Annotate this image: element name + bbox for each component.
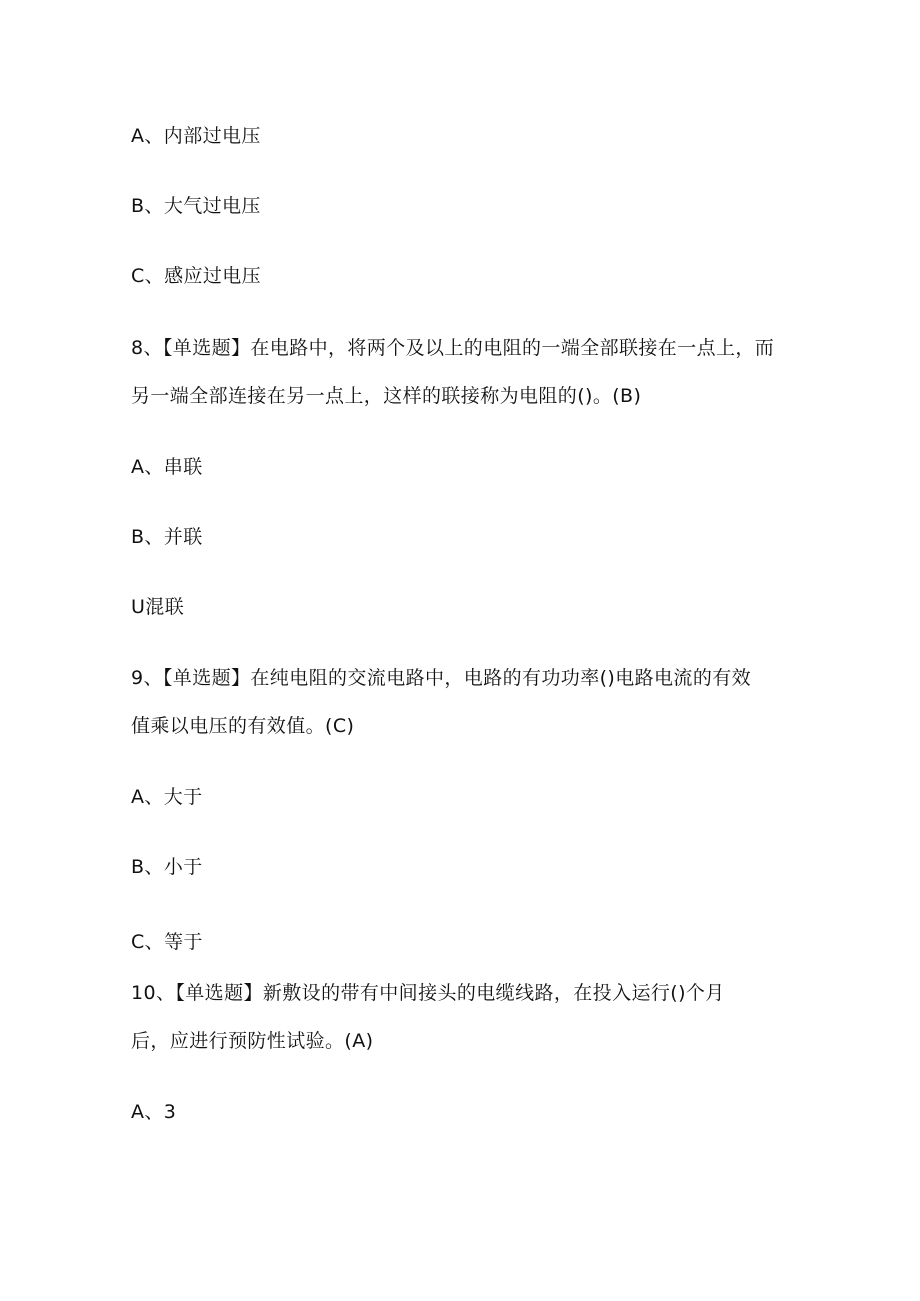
option-a-line: A、内部过电压 [131, 125, 261, 147]
question-10-line-2: 后，应进行预防性试验。(A) [131, 1030, 374, 1052]
question-8-line-1: 8、【单选题】在电路中，将两个及以上的电阻的一端全部联接在一点上，而 [131, 337, 775, 359]
option-c-line: C、感应过电压 [131, 265, 262, 287]
q9-option-b-line: B、小于 [131, 856, 203, 878]
q10-option-a-line: A、3 [131, 1101, 177, 1123]
q8-option-a-line: A、串联 [131, 456, 203, 478]
q8-option-b-line: B、并联 [131, 526, 203, 548]
option-b-line: B、大气过电压 [131, 195, 261, 217]
question-8-line-2: 另一端全部连接在另一点上，这样的联接称为电阻的()。(B) [131, 385, 642, 407]
q9-option-c-line: C、等于 [131, 931, 203, 953]
question-9-line-2: 值乘以电压的有效值。(C) [131, 715, 355, 737]
question-9-line-1: 9、【单选题】在纯电阻的交流电路中，电路的有功功率()电路电流的有效 [131, 667, 752, 689]
q8-option-c-line: U混联 [131, 596, 185, 618]
q9-option-a-line: A、大于 [131, 786, 203, 808]
question-10-line-1: 10、【单选题】新敷设的带有中间接头的电缆线路，在投入运行()个月 [131, 982, 725, 1004]
